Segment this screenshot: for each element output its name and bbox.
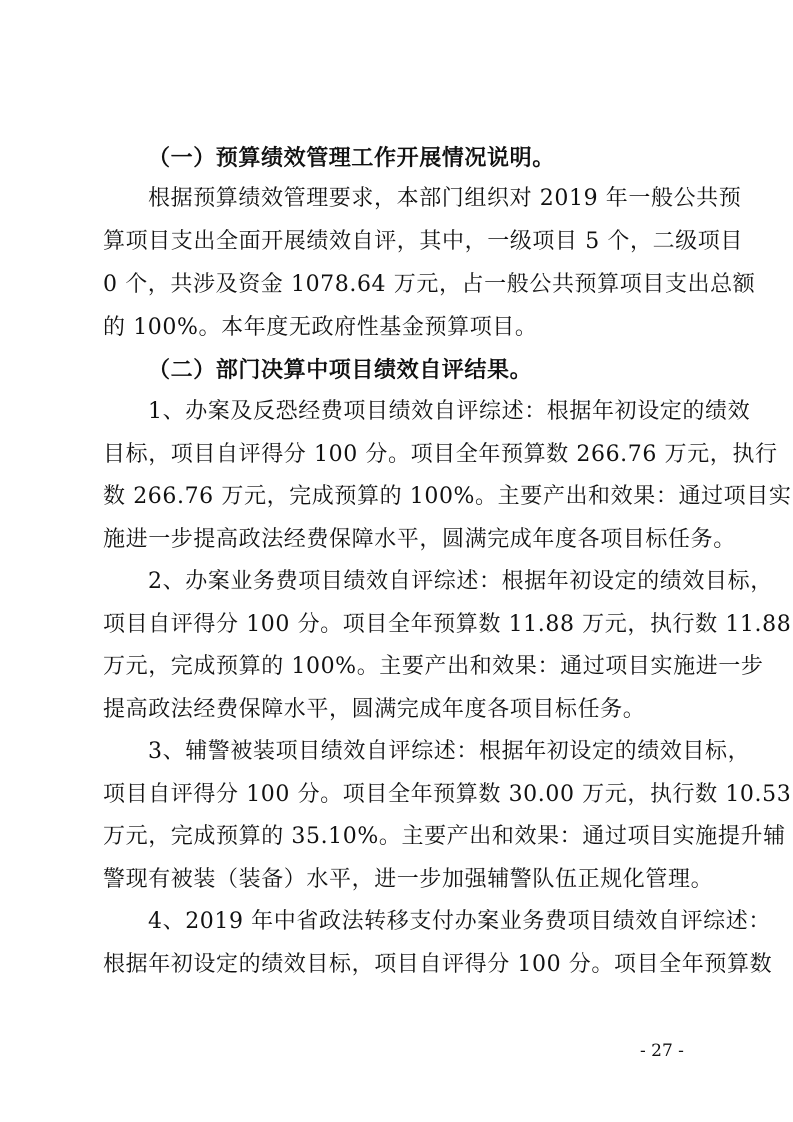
item-3-line-3: 万元，完成预算的 35.10%。主要产出和效果：通过项目实施提升辅 [103, 824, 786, 849]
item-2-line-1: 2、办案业务费项目绩效自评综述：根据年初设定的绩效目标， [148, 569, 773, 594]
item-2-line-3: 万元，完成预算的 100%。主要产出和效果：通过项目实施进一步 [103, 654, 764, 679]
section-heading-2: （二）部门决算中项目绩效自评结果。 [148, 357, 533, 383]
paragraph-1-line-2: 算项目支出全面开展绩效自评，其中，一级项目 5 个，二级项目 [103, 229, 743, 254]
item-1-line-3: 数 266.76 万元，完成预算的 100%。主要产出和效果：通过项目实 [103, 484, 792, 509]
item-3-line-4: 警现有被装（装备）水平，进一步加强辅警队伍正规化管理。 [103, 867, 714, 892]
section-heading-1: （一）预算绩效管理工作开展情况说明。 [148, 145, 555, 171]
item-1-line-2: 目标，项目自评得分 100 分。项目全年预算数 266.76 万元，执行 [103, 442, 778, 467]
item-2-line-4: 提高政法经费保障水平，圆满完成年度各项目标任务。 [103, 697, 646, 722]
item-1-line-1: 1、办案及反恐经费项目绩效自评综述：根据年初设定的绩效 [148, 399, 751, 424]
paragraph-1-line-3: 0 个，共涉及资金 1078.64 万元，占一般公共预算项目支出总额 [103, 272, 756, 297]
page-number: - 27 - [640, 1041, 684, 1061]
item-3-line-1: 3、辅警被装项目绩效自评综述：根据年初设定的绩效目标， [148, 739, 751, 764]
item-1-line-4: 施进一步提高政法经费保障水平，圆满完成年度各项目标任务。 [103, 527, 736, 552]
item-4-line-1: 4、2019 年中省政法转移支付办案业务费项目绩效自评综述： [148, 909, 771, 934]
item-3-line-2: 项目自评得分 100 分。项目全年预算数 30.00 万元，执行数 10.53 [103, 782, 792, 807]
paragraph-1-line-4: 的 100%。本年度无政府性基金预算项目。 [103, 315, 538, 340]
item-4-line-2: 根据年初设定的绩效目标，项目自评得分 100 分。项目全年预算数 [103, 952, 773, 977]
paragraph-1-line-1: 根据预算绩效管理要求，本部门组织对 2019 年一般公共预 [148, 186, 742, 211]
item-2-line-2: 项目自评得分 100 分。项目全年预算数 11.88 万元，执行数 11.88 [103, 612, 792, 637]
